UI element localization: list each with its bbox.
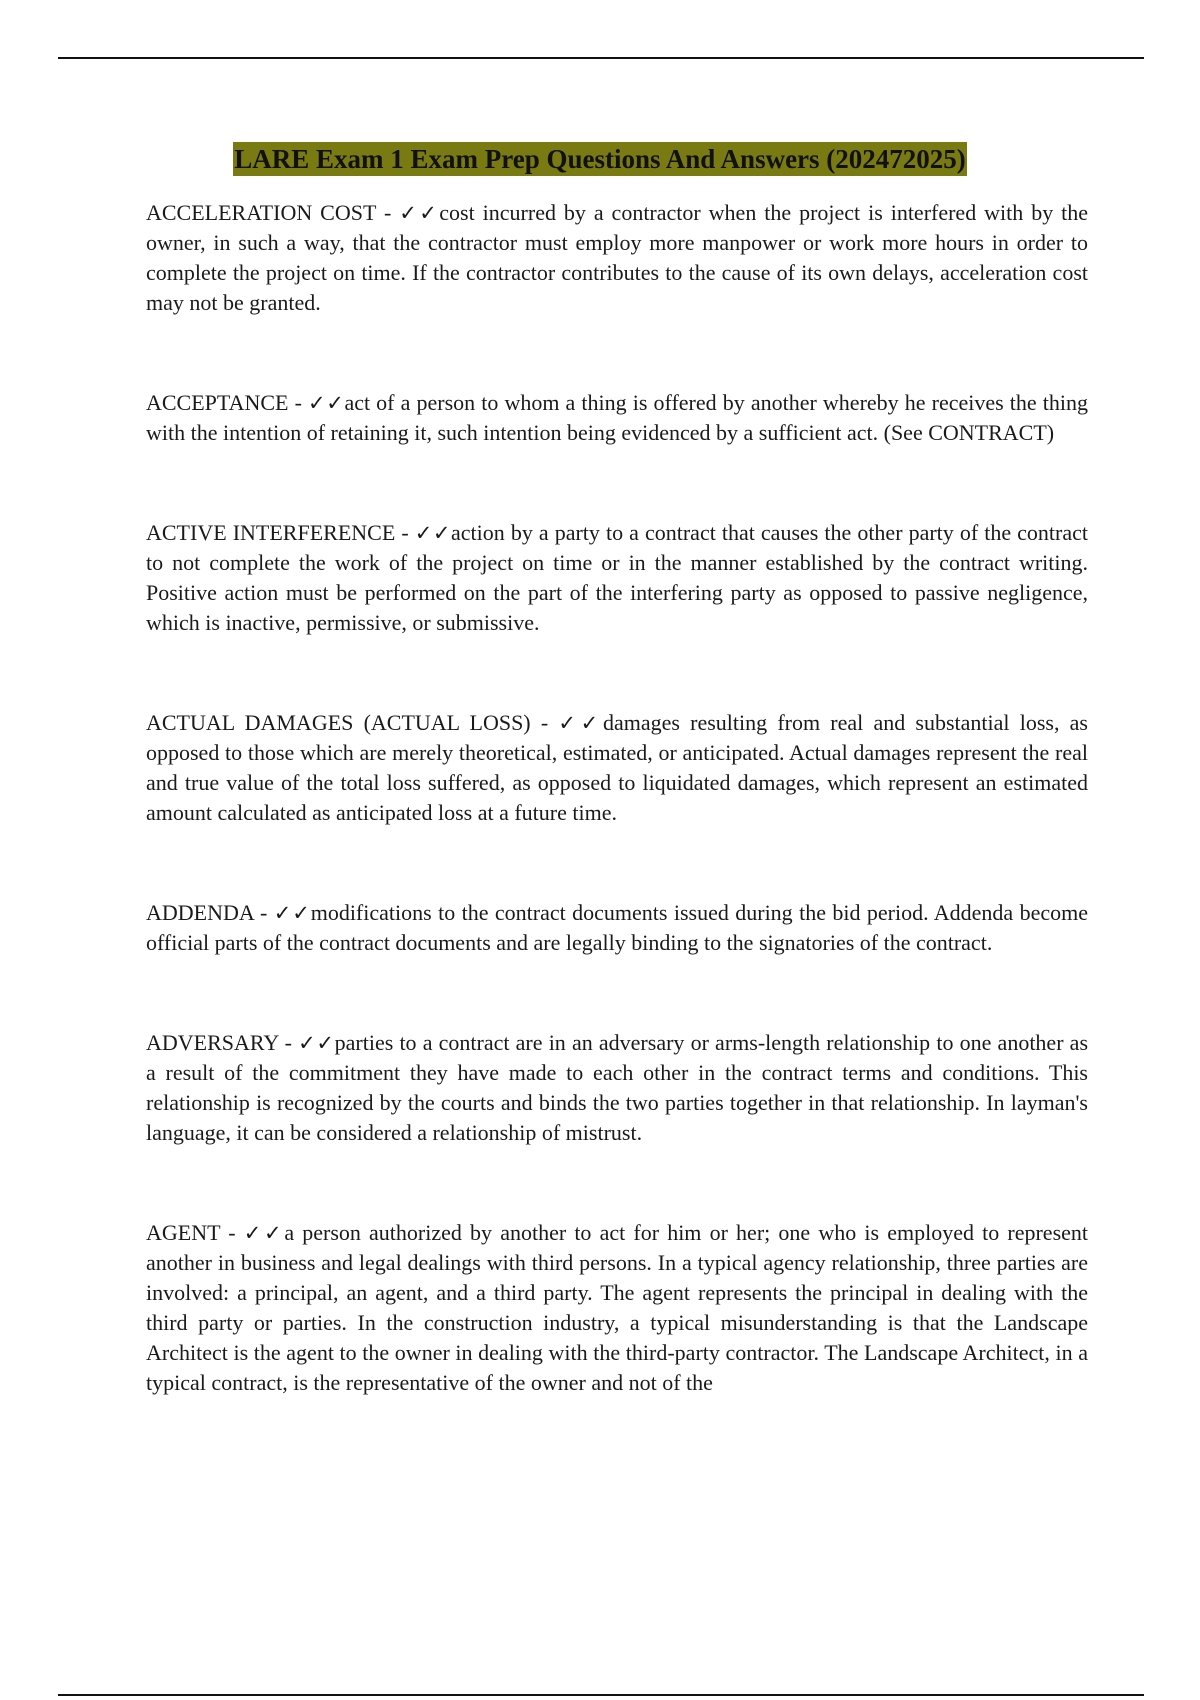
glossary-entry <box>146 1028 1088 1148</box>
entry-term: ADDENDA <box>146 900 254 925</box>
entry-definition: parties to a contract are in an adversary or arms-length relationship to one another as a result of the commitment they have made to each other in the contract terms and conditions. This relationship is recognized by the courts and binds the two parties together in that relationship. In layman's language, it can be considered a relationship of mistrust. <box>146 1030 1089 1145</box>
bottom-rule <box>58 1694 1144 1696</box>
entry-definition: cost incurred by a contractor when the project is interfered with by the owner, in such a way, that the contractor must employ more manpower or work more hours in order to complete the project on time. If the contractor contributes to the cause of its own delays, acceleration cost may not be granted. <box>146 200 1089 315</box>
entry-definition: a person authorized by another to act for him or her; one who is employed to represent another in business and legal dealings with third persons. In a typical agency relationship, three parties are involved: a principal, an agent, and a third party. The agent represents the principal in dealing with the third party or parties. In the construction industry, a typical misunderstanding is that the Landscape Architect is the agent to the owner in dealing with the third-party contractor. The Landscape Architect, in a typical contract, is the representative of the owner and not of the <box>146 1220 1089 1395</box>
glossary-entry <box>146 388 1088 448</box>
entry-separator: - <box>253 900 274 925</box>
check-mark-icon: ✓✓ <box>414 521 452 545</box>
glossary-entry <box>146 518 1088 638</box>
top-rule <box>58 57 1144 59</box>
entry-separator: - <box>278 1030 299 1055</box>
entry-term: ACCEPTANCE <box>146 390 289 415</box>
entry-definition: action by a party to a contract that causes the other party of the contract to not complete the work of the project on time or in the manner established by the contract writing. Positive action must be performed on the part of the interfering party as opposed to passive negligence, which is inactive, permissive, or submissive. <box>146 520 1089 635</box>
entry-separator: - <box>376 200 400 225</box>
check-mark-icon: ✓✓ <box>273 901 311 925</box>
glossary-entries <box>146 198 1088 1468</box>
entry-separator: - <box>530 710 559 735</box>
glossary-entry <box>146 1218 1088 1398</box>
glossary-entry <box>146 898 1088 958</box>
check-mark-icon: ✓✓ <box>399 201 440 225</box>
entry-separator: - <box>288 390 309 415</box>
entry-separator: - <box>395 520 415 545</box>
entry-term: ACTIVE INTERFERENCE <box>146 520 396 545</box>
entry-term: AGENT <box>146 1220 221 1245</box>
check-mark-icon: ✓✓ <box>308 391 345 415</box>
title-block <box>0 142 1200 176</box>
glossary-entry <box>146 198 1088 318</box>
entry-term: ADVERSARY <box>146 1030 279 1055</box>
entry-definition: damages resulting from real and substantial loss, as opposed to those which are merely theoretical, estimated, or anticipated. Actual damages represent the real and true value of the total loss suffered, as opposed to liquidated damages, which represent an estimated amount calculated as anticipated loss at a future time. <box>146 710 1088 825</box>
entry-term: ACCELERATION COST <box>146 200 376 225</box>
glossary-entry <box>146 708 1088 828</box>
entry-definition: modifications to the contract documents issued during the bid period. Addenda become official parts of the contract documents and are legally binding to the signatories of the contract. <box>146 900 1088 955</box>
document-title: LARE Exam 1 Exam Prep Questions And Answers (202472025) <box>234 144 966 174</box>
check-mark-icon: ✓✓ <box>298 1031 335 1055</box>
check-mark-icon: ✓✓ <box>558 711 603 735</box>
entry-definition: act of a person to whom a thing is offered by another whereby he receives the thing with the intention of retaining it, such intention being evidenced by a sufficient act. (See CONTRACT) <box>146 390 1089 445</box>
entry-term: ACTUAL DAMAGES (ACTUAL LOSS) <box>146 710 531 735</box>
check-mark-icon: ✓✓ <box>243 1221 285 1245</box>
entry-separator: - <box>220 1220 244 1245</box>
